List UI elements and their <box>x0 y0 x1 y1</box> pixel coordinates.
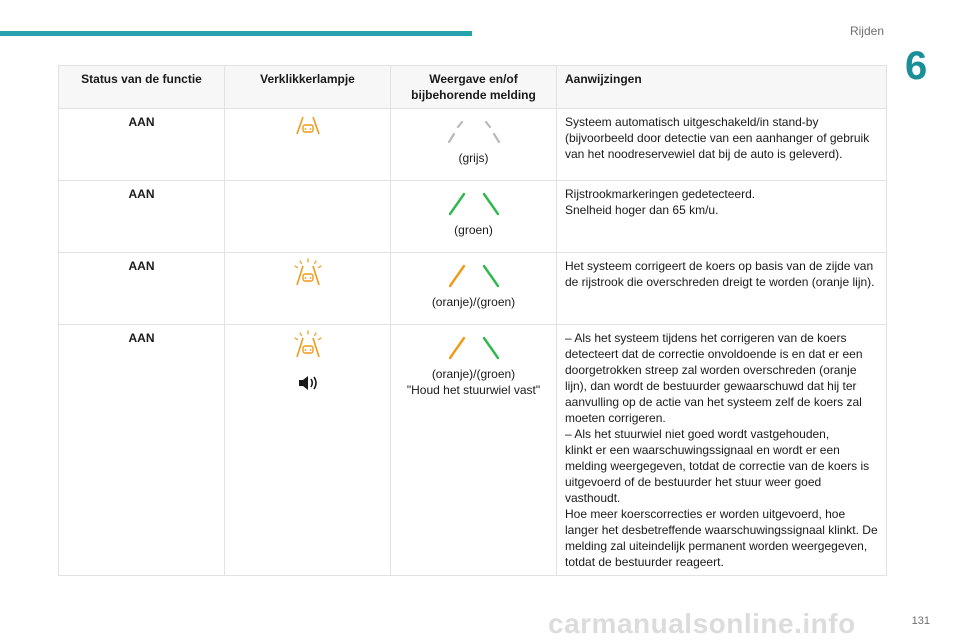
lane-lines-icon <box>444 334 504 364</box>
lane-lines-icon <box>444 262 504 292</box>
lamp-cell <box>225 109 391 181</box>
display-caption: (oranje)/(groen) <box>431 367 516 381</box>
lane-lines-icon <box>444 118 504 148</box>
note-text: klinkt er een waarschuwingssignaal en wordt er een melding weergegeven, totdat de correctie van de koers is uitgevoerd of de bestuurder het stuur weer goed vasthoudt. <box>565 443 870 505</box>
column-header: Weergave en/of bijbehorende melding <box>391 66 557 109</box>
table-row <box>59 325 887 576</box>
display-cell <box>391 109 557 181</box>
lamp-cell <box>225 181 391 253</box>
chapter-number: 6 <box>905 44 928 88</box>
note-text: Het systeem corrigeert de koers op basis van de zijde van de rijstrook die overschreden dreigt te worden (oranje lijn). <box>565 259 875 289</box>
watermark-logo: carmanualsonline.info <box>548 608 856 639</box>
table-row <box>59 181 887 253</box>
display-caption: (oranje)/(groen) <box>431 295 516 309</box>
status-cell: AAN <box>59 181 225 253</box>
note-text: Systeem automatisch uitgeschakeld/in stand-by (bijvoorbeeld door detectie van een aanhanger of gebruik van het noodreservewiel dat bij de auto is geleverd). <box>565 115 870 161</box>
note-text: Rijstrookmarkeringen gedetecteerd. <box>565 187 756 201</box>
note-text: Hoe meer koerscorrecties er worden uitgevoerd, hoe langer het desbetreffende waarschuwingssignaal klinkt. De melding zal uiteindelijk permanent worden weergegeven, totdat de bestuurder reageert. <box>565 507 878 569</box>
table-row <box>59 253 887 325</box>
display-caption: (grijs) <box>458 151 489 165</box>
note-text: Snelheid hoger dan 65 km/u. <box>565 203 719 217</box>
lane-keeping-warning-icon <box>292 258 324 290</box>
display-cell <box>391 181 557 253</box>
section-title: Rijden <box>849 24 884 38</box>
page-number: 131 <box>911 615 930 627</box>
table-header-row <box>59 66 887 109</box>
column-header: Status van de functie <box>59 66 225 109</box>
display-message: "Houd het stuurwiel vast" <box>406 383 541 397</box>
display-caption: (groen) <box>454 223 493 237</box>
lane-keeping-warning-icon <box>294 114 322 138</box>
note-cell <box>557 181 887 253</box>
lane-lines-icon <box>444 190 504 220</box>
table-row <box>59 109 887 181</box>
note-cell <box>557 325 887 576</box>
note-cell <box>557 253 887 325</box>
display-cell <box>391 253 557 325</box>
status-cell: AAN <box>59 325 225 576</box>
lane-assist-table <box>58 65 887 576</box>
speaker-icon <box>297 374 319 392</box>
status-cell: AAN <box>59 109 225 181</box>
lamp-cell <box>225 253 391 325</box>
lamp-cell <box>225 325 391 576</box>
column-header: Aanwijzingen <box>557 66 887 109</box>
status-cell: AAN <box>59 253 225 325</box>
note-cell <box>557 109 887 181</box>
note-text: – Als het stuurwiel niet goed wordt vastgehouden, <box>565 427 830 441</box>
column-header: Verklikkerlampje <box>225 66 391 109</box>
lane-keeping-warning-icon <box>292 330 324 362</box>
display-cell <box>391 325 557 576</box>
note-text: – Als het systeem tijdens het corrigeren van de koers detecteert dat de correctie onvoldoende is en dat er een doorgetrokken streep zal worden overschreden (oranje lijn), dan wordt de bestuurder gewaarschuwd dat hij ter aanvulling op de actie van het systeem zelf de koers zal moeten corrigeren. <box>565 331 863 425</box>
top-accent-bar <box>0 31 472 36</box>
